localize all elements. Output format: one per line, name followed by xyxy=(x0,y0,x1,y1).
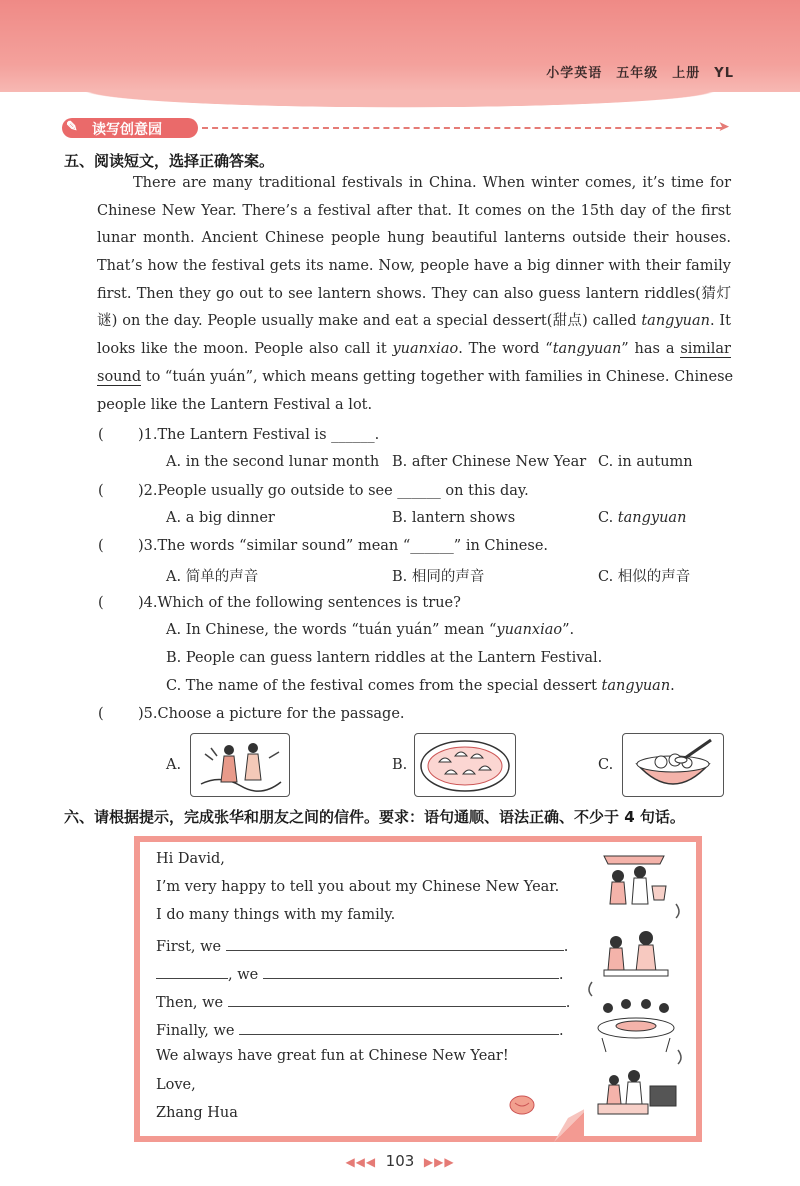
subject-label: 小学英语 xyxy=(546,66,603,81)
page-number: 103 xyxy=(385,1152,415,1170)
letter-text: First, we xyxy=(156,939,222,955)
section-banner xyxy=(62,118,730,140)
answer-blank[interactable] xyxy=(263,964,559,979)
passage-text: 谜) on the day. People usually make and eat a special dessert(甜点) called xyxy=(97,313,642,330)
edition-label: YL xyxy=(714,66,734,81)
letter-text: Finally, we xyxy=(156,1023,235,1039)
passage-text: looks like the moon. People also call it xyxy=(97,341,393,358)
q2-option-b[interactable]: B. lantern shows xyxy=(392,510,516,526)
option-italic: yuanxiao xyxy=(496,622,563,638)
passage-text: ” has a xyxy=(621,341,681,358)
answer-blank[interactable] xyxy=(226,936,564,951)
letter-line-4 xyxy=(156,964,563,983)
q5-option-b-picture[interactable] xyxy=(414,733,516,797)
letter-line-2: I do many things with my family. xyxy=(156,907,396,923)
question-text: The words “similar sound” mean “______” in Chinese. xyxy=(157,538,549,554)
passage-line xyxy=(97,336,731,364)
tangyuan-bowl-icon xyxy=(623,734,723,796)
letter-text: , we xyxy=(228,967,259,983)
answer-blank[interactable] xyxy=(156,964,228,979)
passage-line: lunar month. Ancient Chinese people hung beautiful lanterns outside their houses. xyxy=(97,230,731,247)
answer-blank[interactable] xyxy=(239,1020,559,1035)
passage-line: There are many traditional festivals in China. When winter comes, it’s time for xyxy=(133,175,731,191)
option-text: C. The name of the festival comes from the special dessert xyxy=(166,678,602,694)
answer-paren[interactable]: ( xyxy=(98,706,104,722)
pencil-icon: ✎ xyxy=(66,119,78,135)
passage-line xyxy=(97,364,734,392)
letter-line-7: We always have great fun at Chinese New Year! xyxy=(156,1048,509,1064)
question-text: Which of the following sentences is true? xyxy=(157,595,461,611)
question-number: )1. xyxy=(138,427,158,443)
q3-option-c[interactable]: C. 相似的声音 xyxy=(598,569,691,585)
q1-option-b[interactable]: B. after Chinese New Year xyxy=(392,454,587,470)
q2-option-a[interactable]: A. a big dinner xyxy=(166,510,275,526)
reading-passage xyxy=(97,170,734,419)
question-3 xyxy=(98,538,548,554)
ancient-figures-icon xyxy=(191,734,289,796)
grade-label: 五年级 xyxy=(616,66,659,81)
volume-label: 上册 xyxy=(672,66,701,81)
next-arrows-icon: ▶▶▶ xyxy=(423,1155,455,1169)
passage-line: people like the Lantern Festival a lot. xyxy=(97,396,373,413)
question-text: The Lantern Festival is ______. xyxy=(157,427,380,443)
underlined-word: similar xyxy=(680,341,731,358)
q3-option-a[interactable]: A. 简单的声音 xyxy=(166,569,259,585)
picture-sidebar xyxy=(584,836,702,1142)
question-number: )2. xyxy=(138,483,158,499)
q1-option-a[interactable]: A. in the second lunar month xyxy=(166,454,380,470)
passage-italic: tangyuan xyxy=(552,341,622,358)
option-text: . xyxy=(670,678,675,694)
answer-paren[interactable]: ( xyxy=(98,538,104,554)
passage-italic: tangyuan xyxy=(641,313,710,330)
question-text: Choose a picture for the passage. xyxy=(157,706,405,722)
passage-line: Chinese New Year. There’s a festival after that. It comes on the 15th day of the first xyxy=(97,202,731,219)
q5-option-a-label: A. xyxy=(166,757,182,773)
letter-text: Then, we xyxy=(156,995,224,1011)
passage-line xyxy=(97,308,731,336)
q4-option-a[interactable] xyxy=(166,622,574,638)
q2-option-c[interactable] xyxy=(598,510,686,526)
candy-icon xyxy=(508,1094,536,1116)
q5-option-c-label: C. xyxy=(598,757,614,773)
q3-option-b[interactable]: B. 相同的声音 xyxy=(392,569,485,585)
underlined-word: sound xyxy=(97,368,142,385)
option-text: C. xyxy=(598,510,618,526)
arrow-right-icon: ➤ xyxy=(718,119,730,135)
question-5 xyxy=(98,706,405,722)
q1-option-c[interactable]: C. in autumn xyxy=(598,454,693,470)
q5-option-a-picture[interactable] xyxy=(190,733,290,797)
section6-title: 六、请根据提示，完成张华和朋友之间的信件。要求：语句通顺、语法正确、不少于 4 句话。 xyxy=(64,808,685,826)
answer-paren[interactable]: ( xyxy=(98,483,104,499)
passage-text: . The word “ xyxy=(458,341,553,358)
dumplings-plate-icon xyxy=(415,734,515,796)
question-2 xyxy=(98,483,529,499)
period: . xyxy=(565,995,571,1011)
letter-line-5 xyxy=(156,992,570,1011)
passage-line: That’s how the festival gets its name. Now, people have a big dinner with their family xyxy=(97,258,731,275)
prev-arrows-icon: ◀◀◀ xyxy=(345,1155,377,1169)
letter-greeting: Hi David, xyxy=(156,851,225,867)
option-text: A. In Chinese, the words “tuán yuán” mean “ xyxy=(166,622,497,638)
family-activities-illustration xyxy=(584,842,690,1136)
answer-paren[interactable]: ( xyxy=(98,427,104,443)
q5-option-c-picture[interactable] xyxy=(622,733,724,797)
letter-closing: Love, xyxy=(156,1077,196,1093)
banner-divider xyxy=(202,127,722,129)
option-italic: tangyuan xyxy=(617,510,687,526)
letter-line-6 xyxy=(156,1020,564,1039)
banner-label: 读写创意园 xyxy=(92,122,162,138)
option-text: ”. xyxy=(562,622,575,638)
section5-title: 五、阅读短文，选择正确答案。 xyxy=(64,152,275,170)
question-text: People usually go outside to see ______ on this day. xyxy=(157,483,529,499)
period: . xyxy=(559,1023,564,1039)
passage-text: . It xyxy=(709,313,731,330)
passage-italic: yuanxiao xyxy=(392,341,459,358)
answer-blank[interactable] xyxy=(228,992,566,1007)
period: . xyxy=(558,967,564,983)
passage-line: first. Then they go out to see lantern shows. They can also guess lantern riddles(猜灯 xyxy=(97,285,731,302)
letter-line-3 xyxy=(156,936,568,955)
question-number: )4. xyxy=(138,595,158,611)
answer-paren[interactable]: ( xyxy=(98,595,104,611)
letter-line-1: I’m very happy to tell you about my Chinese New Year. xyxy=(156,879,560,895)
q5-option-b-label: B. xyxy=(392,757,408,773)
q4-option-c[interactable] xyxy=(166,678,675,694)
question-number: )5. xyxy=(138,706,158,722)
book-info xyxy=(532,62,734,81)
option-italic: tangyuan xyxy=(601,678,671,694)
question-1 xyxy=(98,427,379,443)
period: . xyxy=(563,939,569,955)
q4-option-b[interactable]: B. People can guess lantern riddles at the Lantern Festival. xyxy=(166,650,603,666)
letter-signature: Zhang Hua xyxy=(156,1105,238,1121)
question-4 xyxy=(98,595,461,611)
passage-text: to “tuán yuán”, which means getting together with families in Chinese. Chinese xyxy=(141,368,734,385)
page-footer xyxy=(0,1152,800,1170)
question-number: )3. xyxy=(138,538,158,554)
